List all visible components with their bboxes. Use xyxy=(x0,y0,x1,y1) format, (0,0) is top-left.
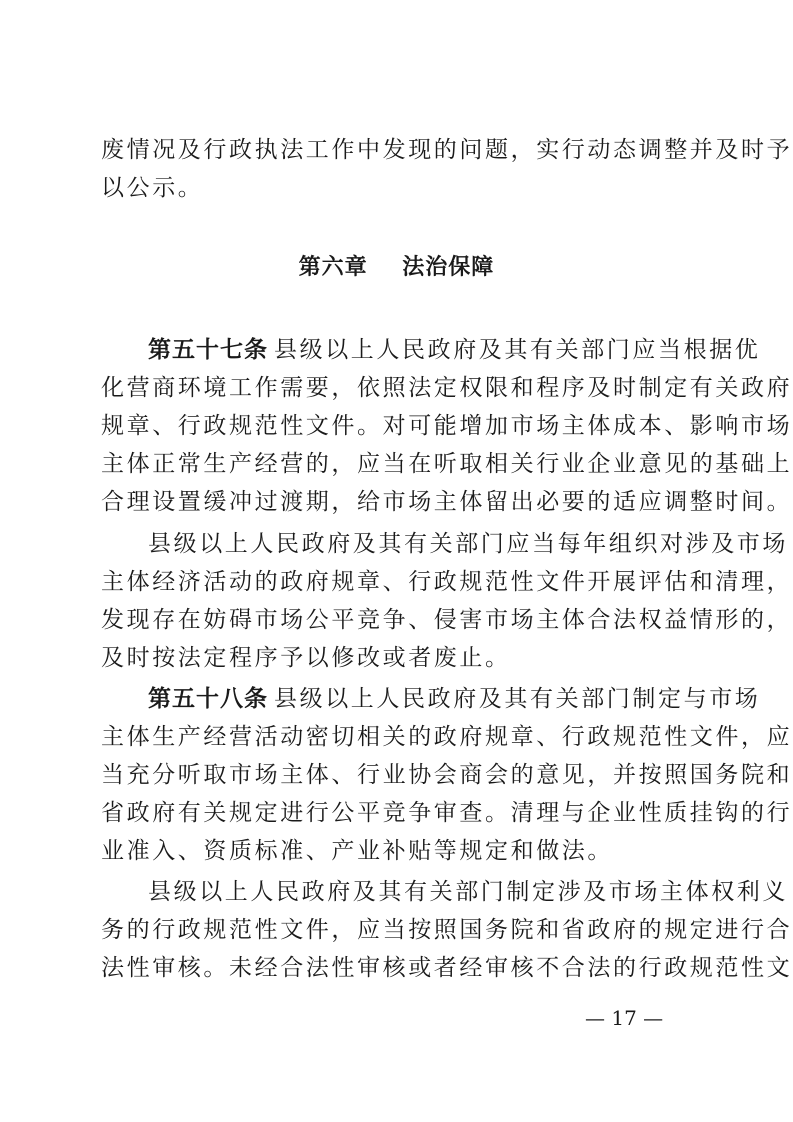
paragraph-first-line: 县级以上人民政府及其有关部门应当每年组织对涉及市场 xyxy=(148,531,788,557)
body-line: 以公示。 xyxy=(101,175,204,201)
body-line: 主体正常生产经营的，应当在听取相关行业企业意见的基础上 xyxy=(101,451,793,477)
article-57-label: 第五十七条 xyxy=(148,337,268,363)
chapter-heading: 第六章 法治保障 xyxy=(298,255,495,280)
body-line: 合理设置缓冲过渡期，给市场主体留出必要的适应调整时间。 xyxy=(101,489,793,515)
body-line: 业准入、资质标准、产业补贴等规定和做法。 xyxy=(101,838,613,864)
body-line: 主体生产经营活动密切相关的政府规章、行政规范性文件，应 xyxy=(101,724,793,750)
body-line: 化营商环境工作需要，依照法定权限和程序及时制定有关政府 xyxy=(101,375,793,401)
body-line: 当充分听取市场主体、行业协会商会的意见，并按照国务院和 xyxy=(101,762,793,788)
body-line: 主体经济活动的政府规章、行政规范性文件开展评估和清理， xyxy=(101,569,793,595)
body-line: 法性审核。未经合法性审核或者经审核不合法的行政规范性文 xyxy=(101,955,793,981)
article-58-text: 县级以上人民政府及其有关部门制定与市场 xyxy=(274,686,761,712)
article-58-first-line xyxy=(148,683,761,715)
paragraph-first-line: 县级以上人民政府及其有关部门制定涉及市场主体权利义 xyxy=(148,879,788,905)
body-line: 废情况及行政执法工作中发现的问题，实行动态调整并及时予 xyxy=(101,137,793,163)
body-line: 务的行政规范性文件，应当按照国务院和省政府的规定进行合 xyxy=(101,917,793,943)
body-line: 发现存在妨碍市场公平竞争、侵害市场主体合法权益情形的， xyxy=(101,607,793,633)
article-57-first-line xyxy=(148,334,761,366)
article-58-label: 第五十八条 xyxy=(148,686,268,712)
body-line: 规章、行政规范性文件。对可能增加市场主体成本、影响市场 xyxy=(101,413,793,439)
body-line: 省政府有关规定进行公平竞争审查。清理与企业性质挂钩的行 xyxy=(101,800,793,826)
article-57-text: 县级以上人民政府及其有关部门应当根据优 xyxy=(274,337,761,363)
body-line: 及时按法定程序予以修改或者废止。 xyxy=(101,645,511,671)
page-number: — 17 — xyxy=(585,1006,664,1030)
